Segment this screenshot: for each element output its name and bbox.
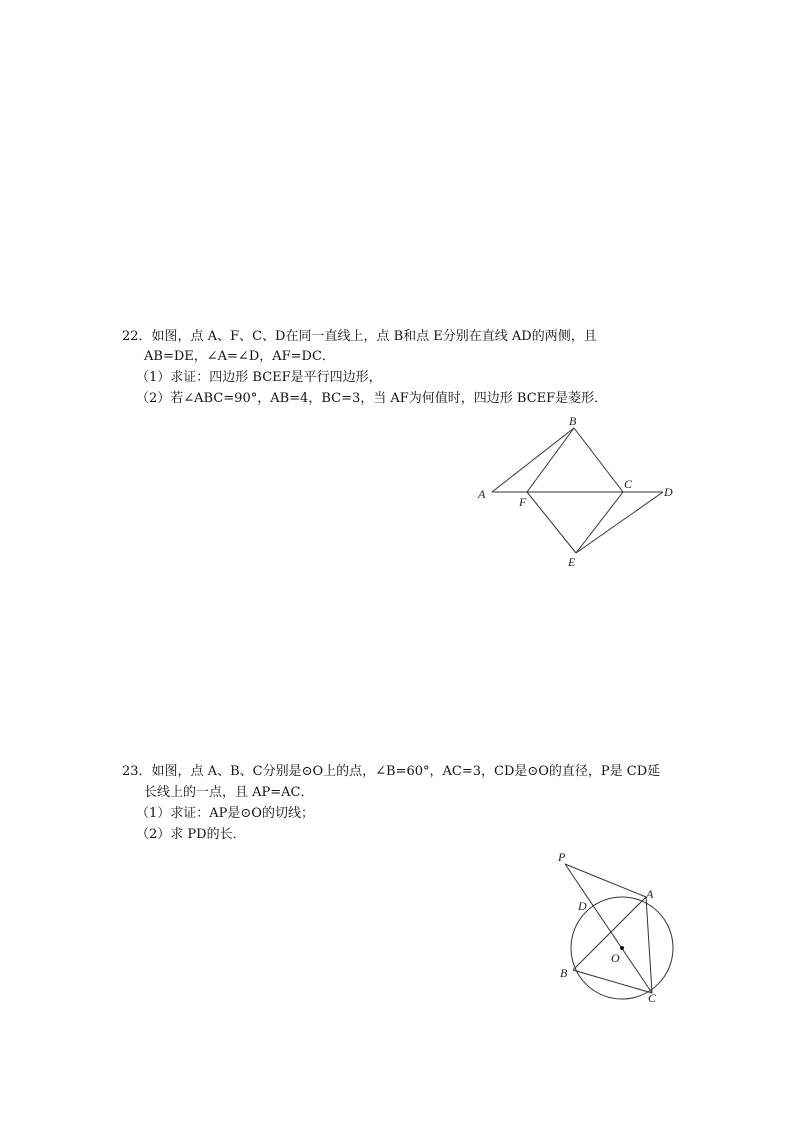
label-A: A	[478, 487, 486, 501]
label-C: C	[624, 477, 633, 491]
problem-23-statement: 如图，点 A、B、C分别是⊙O上的点，∠B=60°，AC=3，CD是⊙O的直径，P是 CD延	[151, 764, 661, 779]
problem-23-part-1	[136, 806, 314, 822]
label-B: B	[560, 966, 568, 980]
segment-BC	[573, 970, 652, 993]
label-C: C	[648, 991, 657, 1005]
label-E: E	[568, 555, 576, 569]
problem-22-figure	[470, 410, 700, 575]
center-dot-O	[620, 946, 624, 950]
segment-ED	[576, 492, 663, 553]
segment-BC	[574, 428, 623, 492]
label-F: F	[519, 495, 527, 509]
segment-CE	[576, 492, 623, 553]
problem-22-number: 22．	[122, 329, 152, 344]
problem-22-part-2	[136, 391, 607, 407]
label-D: D	[578, 899, 587, 913]
problem-23-part-2-text: （2）求 PD的长．	[136, 827, 246, 842]
label-P: P	[558, 850, 566, 864]
problem-23-part-2	[136, 827, 246, 843]
problem-22-line-2	[144, 349, 335, 365]
problem-23-line-1	[122, 764, 660, 780]
segment-BF	[527, 428, 574, 492]
label-B: B	[569, 414, 577, 428]
label-O: O	[611, 951, 620, 965]
problem-22-part-1-text: （1）求证：四边形 BCEF是平行四边形，	[136, 370, 382, 385]
segment-FE	[527, 492, 576, 553]
problem-23-figure	[550, 850, 690, 1010]
problem-22-line-1	[122, 329, 597, 345]
segment-AB	[492, 428, 574, 492]
problem-23-conditions: 长线上的一点，且 AP=AC．	[144, 785, 314, 800]
problem-23-part-1-text: （1）求证：AP是⊙O的切线；	[136, 806, 314, 821]
problem-22-conditions: AB=DE，∠A=∠D，AF=DC．	[144, 349, 335, 364]
problem-23-line-2	[144, 785, 314, 801]
segment-PA	[565, 864, 646, 897]
label-D: D	[664, 485, 673, 499]
label-A: A	[646, 887, 654, 901]
problem-22-part-1	[136, 370, 382, 386]
problem-22-statement: 如图，点 A、F、C、D在同一直线上，点 B和点 E分别在直线 AD的两侧，且	[151, 329, 597, 344]
problem-22-part-2-text: （2）若∠ABC=90°，AB=4，BC=3，当 AF为何值时，四边形 BCEF是菱形．	[136, 391, 608, 406]
problem-23-number: 23．	[122, 764, 152, 779]
segment-AC	[646, 897, 652, 993]
